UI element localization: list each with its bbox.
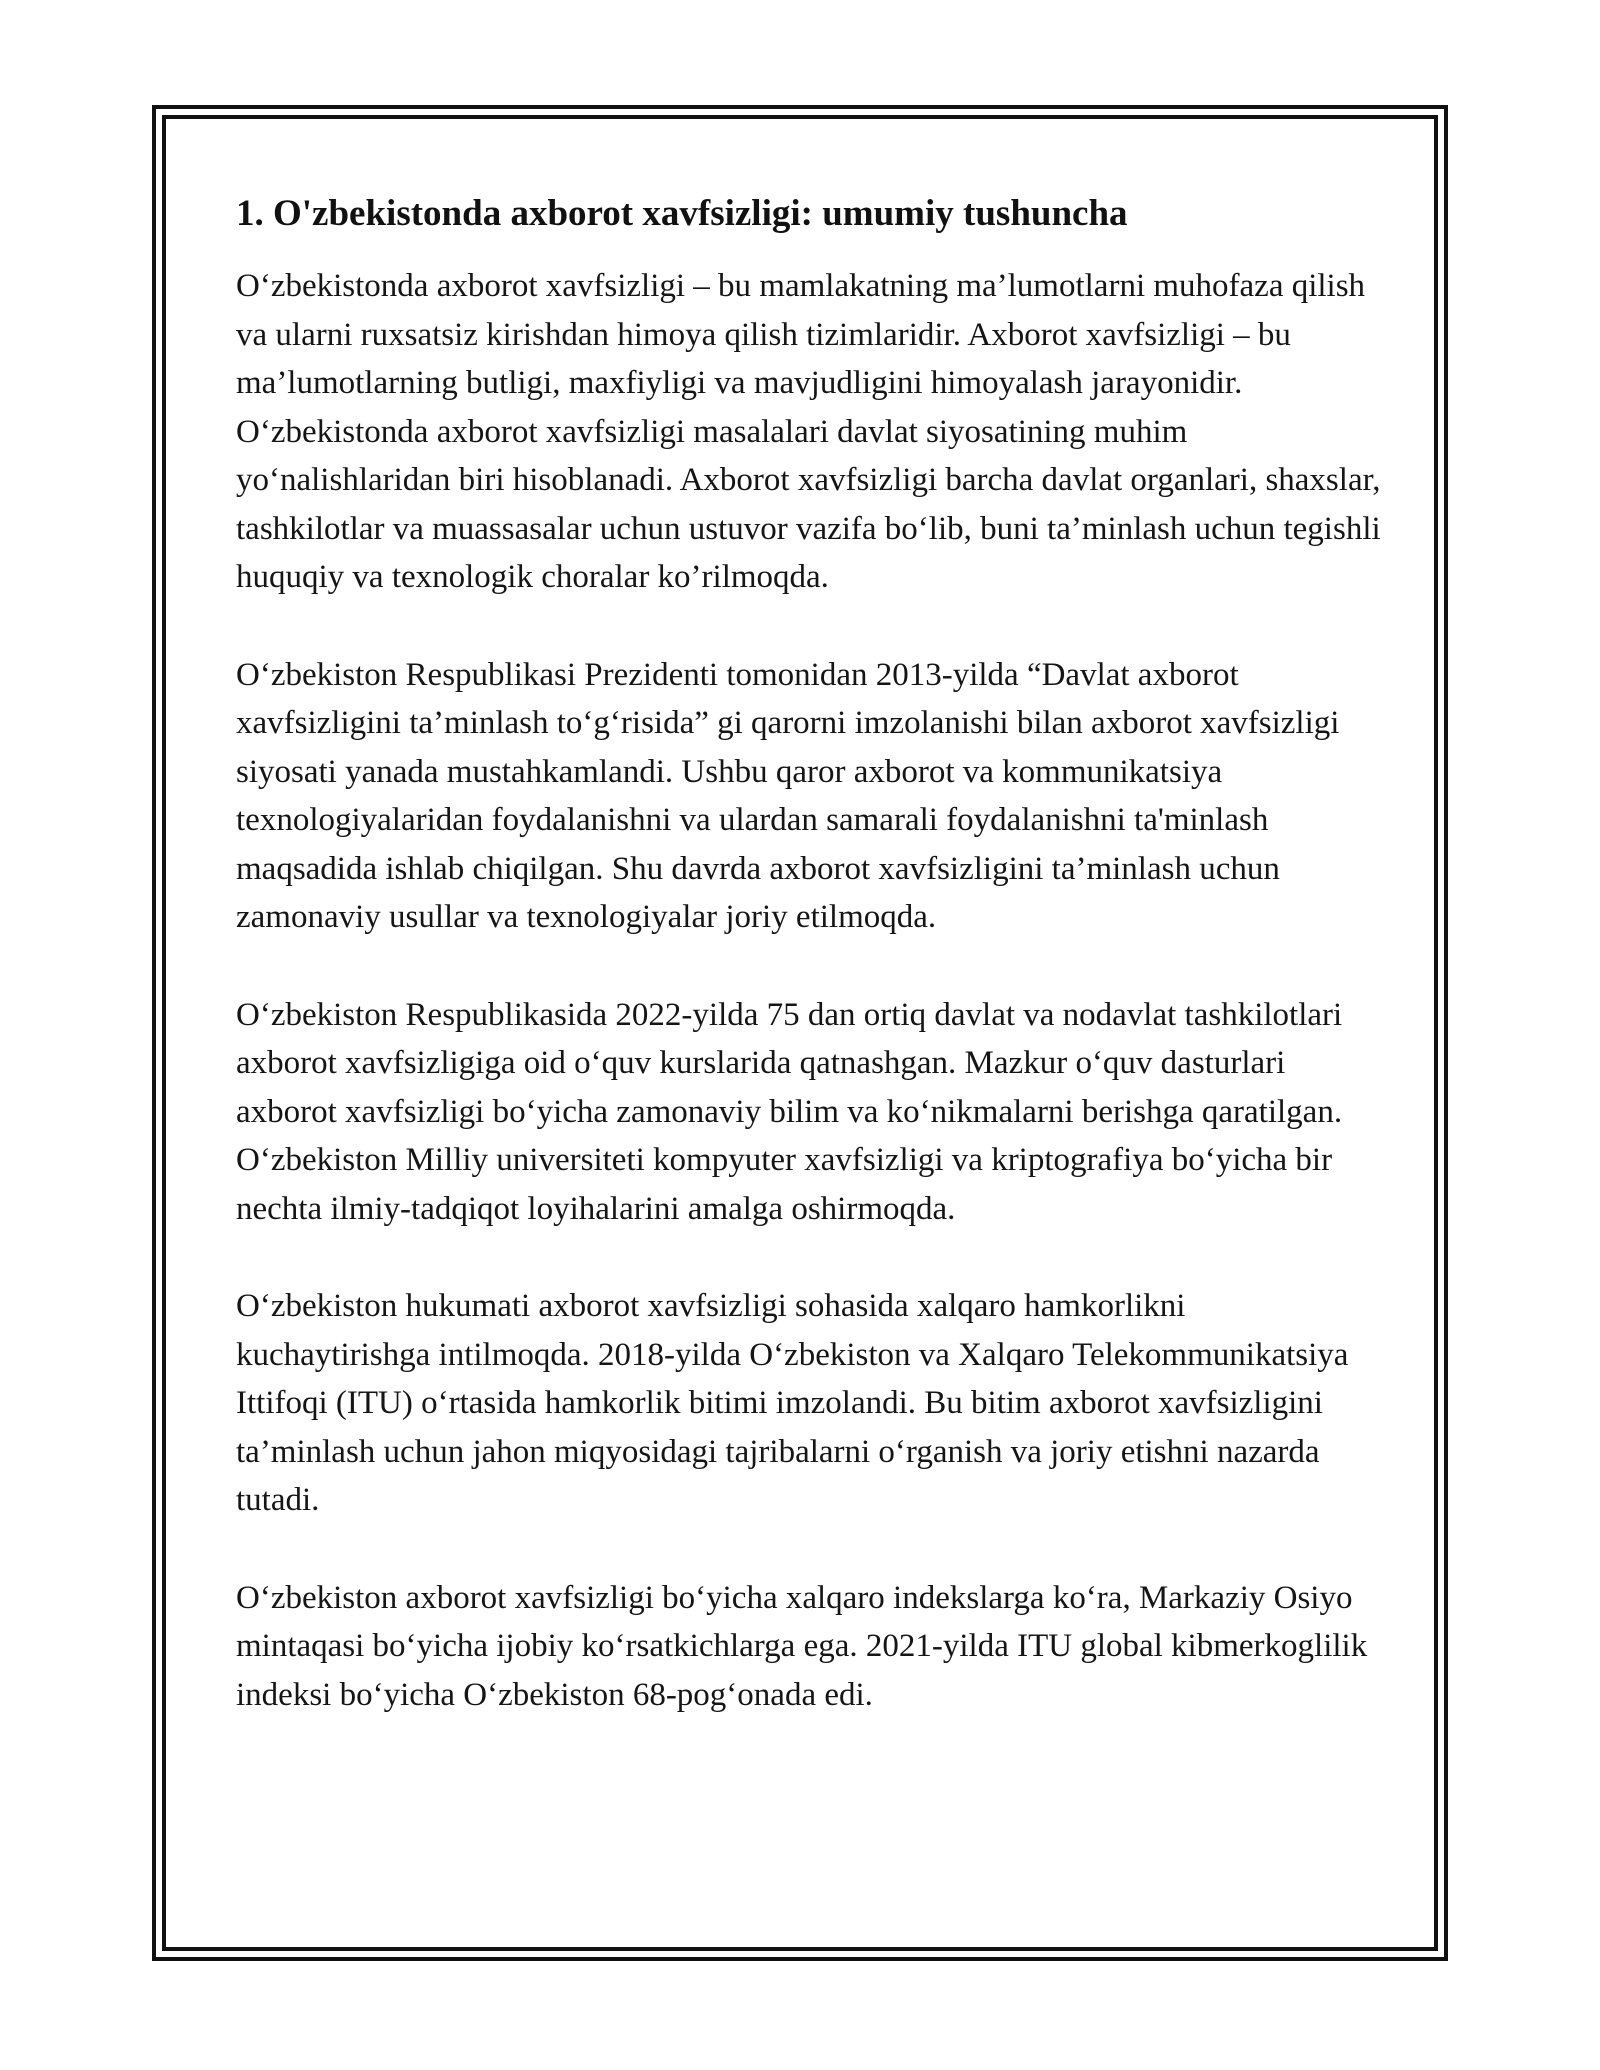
paragraph-4: O‘zbekiston hukumati axborot xavfsizligi sohasida xalqaro hamkorlikni kuchaytirishga intilmoqda. 2018-yilda O‘zbekiston va Xalqaro Telekommunikatsiya Ittifoqi (ITU) o‘rtasida hamkorlik bitimi imzolandi. Bu bitim axborot xavfsizligini ta’minlash uchun jahon miqyosidagi tajribalarni o‘rganish va joriy etishni nazarda tutadi.	[236, 1288, 1349, 1518]
paragraph-5: O‘zbekiston axborot xavfsizligi bo‘yicha xalqaro indekslarga ko‘ra, Markaziy Osiyo mintaqasi bo‘yicha ijobiy ko‘rsatkichlarga ega. 2021-yilda ITU global kibmerkoglilik indeksi bo‘yicha O‘zbekiston 68-pog‘onada edi.	[236, 1579, 1368, 1713]
paragraph-1: O‘zbekistonda axborot xavfsizligi – bu mamlakatning ma’lumotlarni muhofaza qilish va ularni ruxsatsiz kirishdan himoya qilish tizimlaridir. Axborot xavfsizligi – bu ma’lumotlarning butligi, maxfiyligi va mavjudligini himoyalash jarayonidir. O‘zbekistonda axborot xavfsizligi masalalari davlat siyosatining muhim yo‘nalishlaridan biri hisoblanadi. Axborot xavfsizligi barcha davlat organlari, shaxslar, tashkilotlar va muassasalar uchun ustuvor vazifa bo‘lib, buni ta’minlash uchun tegishli huquqiy va texnologik choralar ko’rilmoqda.	[236, 268, 1381, 595]
section-heading: 1. O'zbekistonda axborot xavfsizligi: umumiy tushuncha	[236, 193, 1128, 234]
document-body	[236, 188, 1386, 1719]
paragraph-3: O‘zbekiston Respublikasida 2022-yilda 75 dan ortiq davlat va nodavlat tashkilotlari axborot xavfsizligiga oid o‘quv kurslarida qatnashgan. Mazkur o‘quv dasturlari axborot xavfsizligi bo‘yicha zamonaviy bilim va ko‘nikmalarni berishga qaratilgan. O‘zbekiston Milliy universiteti kompyuter xavfsizligi va kriptografiya bo‘yicha bir nechta ilmiy-tadqiqot loyihalarini amalga oshirmoqda.	[236, 996, 1343, 1227]
paragraph-2: O‘zbekiston Respublikasi Prezidenti tomonidan 2013-yilda “Davlat axborot xavfsizligini ta’minlash to‘g‘risida” gi qarorni imzolanishi bilan axborot xavfsizligi siyosati yanada mustahkamlandi. Ushbu qaror axborot va kommunikatsiya texnologiyalaridan foydalanishni va ulardan samarali foydalanishni ta'minlash maqsadida ishlab chiqilgan. Shu davrda axborot xavfsizligini ta’minlash uchun zamonaviy usullar va texnologiyalar joriy etilmoqda.	[236, 656, 1340, 935]
